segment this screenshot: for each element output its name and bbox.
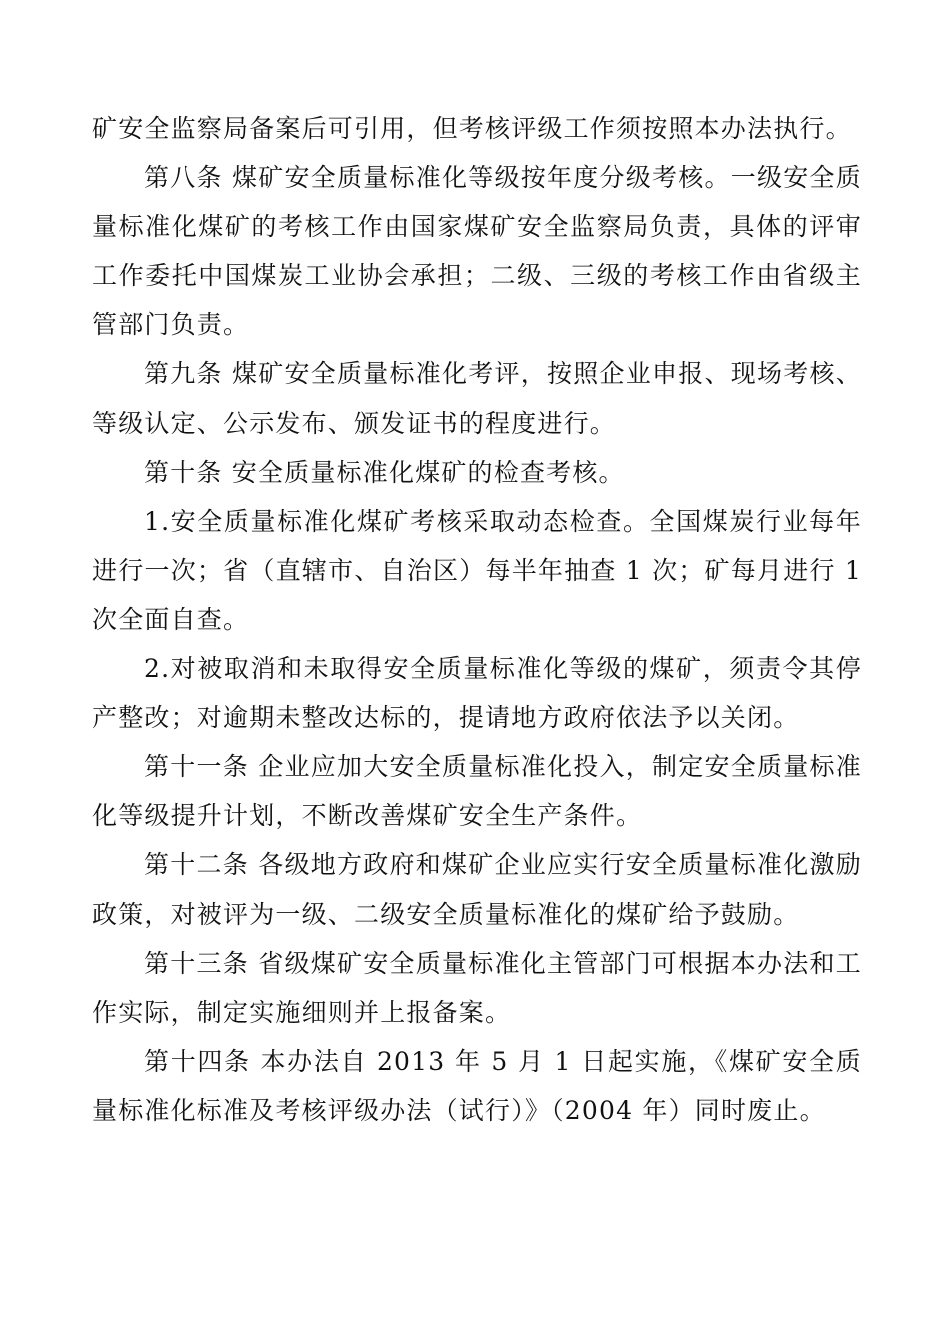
paragraph-article-11: 第十一条 企业应加大安全质量标准化投入，制定安全质量标准化等级提升计划，不断改善煤矿安全生产条件。 bbox=[92, 752, 862, 831]
document-body bbox=[92, 104, 862, 1135]
paragraph-article-10-item-1: 1.安全质量标准化煤矿考核采取动态检查。全国煤炭行业每年进行一次；省（直辖市、自治区）每半年抽查 1 次；矿每月进行 1 次全面自查。 bbox=[92, 506, 862, 634]
paragraph-continuation: 矿安全监察局备案后可引用，但考核评级工作须按照本办法执行。 bbox=[92, 114, 852, 143]
paragraph-article-9: 第九条 煤矿安全质量标准化考评，按照企业申报、现场考核、等级认定、公示发布、颁发证书的程度进行。 bbox=[92, 359, 862, 438]
paragraph-article-8: 第八条 煤矿安全质量标准化等级按年度分级考核。一级安全质量标准化煤矿的考核工作由国家煤矿安全监察局负责，具体的评审工作委托中国煤炭工业协会承担；二级、三级的考核工作由省级主管部门负责。 bbox=[92, 163, 862, 340]
paragraph-article-13: 第十三条 省级煤矿安全质量标准化主管部门可根据本办法和工作实际，制定实施细则并上报备案。 bbox=[92, 948, 862, 1027]
paragraph-article-10: 第十条 安全质量标准化煤矿的检查考核。 bbox=[144, 457, 625, 487]
paragraph-article-10-item-2: 2.对被取消和未取得安全质量标准化等级的煤矿，须责令其停产整改；对逾期未整改达标的，提请地方政府依法予以关闭。 bbox=[92, 654, 862, 733]
paragraph-article-14: 第十四条 本办法自 2013 年 5 月 1 日起实施，《煤矿安全质量标准化标准及考核评级办法（试行）》（2004 年）同时废止。 bbox=[92, 1046, 862, 1125]
paragraph-article-12: 第十二条 各级地方政府和煤矿企业应实行安全质量标准化激励政策，对被评为一级、二级安全质量标准化的煤矿给予鼓励。 bbox=[92, 850, 862, 929]
